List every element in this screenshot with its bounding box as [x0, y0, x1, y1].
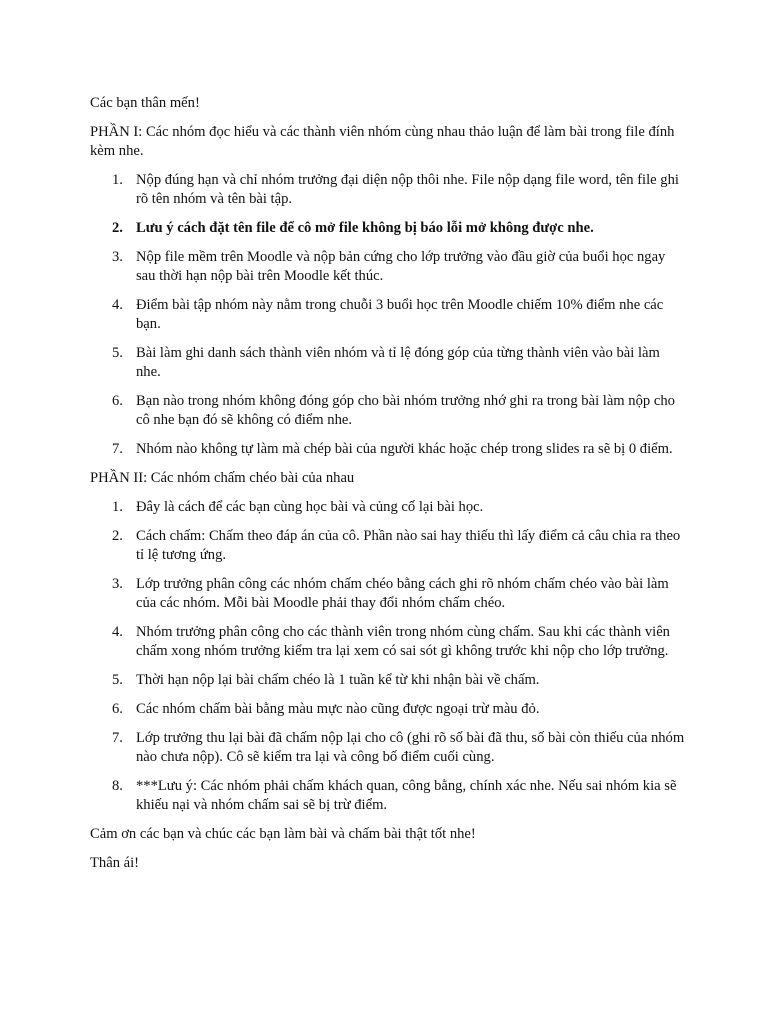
- list-item: 5. Bài làm ghi danh sách thành viên nhóm và tỉ lệ đóng góp của từng thành viên vào bài làm nhe.: [112, 345, 660, 380]
- part2-intro: PHẦN II: Các nhóm chấm chéo bài của nhau: [90, 470, 355, 486]
- part2-list: [90, 498, 688, 815]
- list-item: 7. Nhóm nào không tự làm mà chép bài của người khác hoặc chép trong slides ra sẽ bị 0 điểm.: [112, 441, 673, 457]
- list-item: 4. Điểm bài tập nhóm này nằm trong chuỗi 3 buổi học trên Moodle chiếm 10% điểm nhe các bạn.: [112, 297, 664, 332]
- greeting: Các bạn thân mến!: [90, 95, 200, 111]
- list-item: 8. ***Lưu ý: Các nhóm phải chấm khách quan, công bằng, chính xác nhe. Nếu sai nhóm kia sẽ khiếu nại và nhóm chấm sai sẽ bị trừ điểm.: [112, 778, 677, 813]
- list-item: 6. Các nhóm chấm bài bằng màu mực nào cũng được ngoại trừ màu đỏ.: [112, 701, 540, 717]
- list-item: 3. Lớp trưởng phân công các nhóm chấm chéo bằng cách ghi rõ nhóm chấm chéo vào bài làm của các nhóm. Mỗi bài Moodle phải thay đổi nhóm chấm chéo.: [112, 576, 669, 611]
- list-item: 5. Thời hạn nộp lại bài chấm chéo là 1 tuần kể từ khi nhận bài về chấm.: [112, 672, 540, 688]
- list-item: 2. Cách chấm: Chấm theo đáp án của cô. Phần nào sai hay thiếu thì lấy điểm cả câu chia ra theo tỉ lệ tương ứng.: [112, 528, 681, 563]
- list-item: 6. Bạn nào trong nhóm không đóng góp cho bài nhóm trưởng nhớ ghi ra trong bài làm nộp cho cô nhe bạn đó sẽ không có điểm nhe.: [112, 393, 675, 428]
- part1-intro: PHẦN I: Các nhóm đọc hiểu và các thành viên nhóm cùng nhau thảo luận để làm bài trong file đính kèm nhe.: [90, 124, 675, 159]
- part1-list: [90, 171, 688, 459]
- list-item: 2. Lưu ý cách đặt tên file để cô mở file không bị báo lỗi mở không được nhe.: [112, 220, 594, 236]
- list-item: 1. Nộp đúng hạn và chỉ nhóm trưởng đại diện nộp thôi nhe. File nộp dạng file word, tên file ghi rõ tên nhóm và tên bài tập.: [112, 172, 679, 207]
- list-item: 7. Lớp trưởng thu lại bài đã chấm nộp lại cho cô (ghi rõ số bài đã thu, số bài còn thiếu của nhóm nào chưa nộp). Cô sẽ kiểm tra lại và công bố điểm cuối cùng.: [112, 730, 685, 765]
- list-item: 4. Nhóm trưởng phân công cho các thành viên trong nhóm cùng chấm. Sau khi các thành viên chấm xong nhóm trưởng kiểm tra lại xem có sai sót gì không trước khi nộp cho lớp trưởng.: [112, 624, 670, 659]
- signoff: Thân ái!: [90, 855, 140, 871]
- list-item: 3. Nộp file mềm trên Moodle và nộp bản cứng cho lớp trưởng vào đầu giờ của buổi học ngay sau thời hạn nộp bài trên Moodle kết thúc.: [112, 249, 666, 284]
- closing-line: Cảm ơn các bạn và chúc các bạn làm bài và chấm bài thật tốt nhe!: [90, 826, 476, 842]
- list-item: 1. Đây là cách để các bạn cùng học bài và củng cố lại bài học.: [112, 499, 484, 515]
